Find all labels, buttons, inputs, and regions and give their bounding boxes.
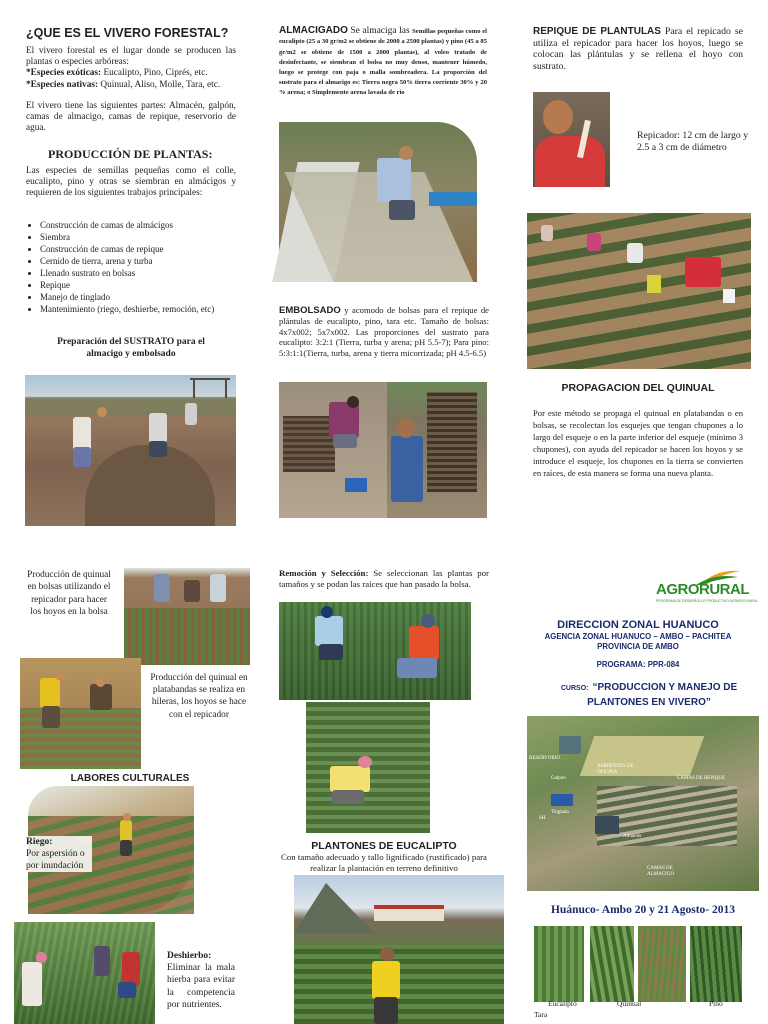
vivero-partes: El vivero tiene las siguientes partes: Almacén, galpón, camas de almacigo, camas de repique, reservorio de agua.: [26, 101, 236, 134]
trabajo-item: • Repique: [40, 279, 246, 291]
direccion-zonal: DIRECCION ZONAL HUANUCO: [557, 619, 719, 631]
trabajo-item: • Siembra: [40, 231, 246, 243]
deshierbo-text: Eliminar la mala hierba para evitar la competencia por nutrientes.: [167, 963, 235, 1010]
trabajo-item: • Construcción de camas de almácigos: [40, 219, 246, 231]
logo-text: AGRORURAL: [656, 581, 749, 598]
map-label-tinglado: Tinglado: [551, 810, 569, 815]
sustrato-title: Preparación del SUSTRATO para el almacigo y embolsado: [57, 337, 205, 359]
species-photo-eucalipto: [534, 926, 584, 1002]
logo-subtitle: PROGRAMA DE DESARROLLO PRODUCTIVO AGRARIO RURAL: [656, 599, 758, 603]
labores-title: LABORES CULTURALES: [70, 773, 190, 784]
map-label-camas-almacigo: CAMAS DE ALMACIGO: [647, 866, 674, 877]
deshierbo-label: Deshierbo:: [167, 951, 212, 961]
map-label-sh: SH: [539, 816, 546, 821]
vivero-aerial-photo: [527, 716, 759, 891]
embolsado-photo-left: [279, 382, 387, 518]
seleccion-photo: [306, 702, 430, 833]
curso-label: CURSO:: [560, 685, 589, 692]
agrorural-logo: [656, 567, 758, 607]
trabajo-item: • Cernido de tierra, arena y turba: [40, 255, 246, 267]
embolsado-text: y acomodo de bolsas para el repique de plántulas de eucalipto, pino, tara etc. Tamaño de bolsas: 4x7x002; 5x7x002. Las proporciones del sustrato para eucalipto: 3:2:1 (Tierra, turba y arena; pH 5.5-7); Para pino: 5:3:1:1(Tierra, turba, arena y tierra micorrizada; pH 4.5-6.5): [279, 305, 489, 358]
nativas-text: Quinual, Aliso, Molle, Tara, etc.: [98, 79, 221, 90]
deshierbo-block: [167, 950, 235, 1011]
map-label-camas-repique: CAMAS DE REPIQUE: [677, 776, 726, 781]
riego-text: Por aspersión o por inundación: [26, 849, 85, 871]
nativas-label: *Especies nativas:: [26, 79, 99, 90]
embolsado-photo-right: [387, 382, 487, 518]
embolsado-block: [279, 305, 489, 358]
almacigado-label: ALMACIGADO: [279, 25, 348, 36]
species-label-quinual: Quinual: [617, 999, 642, 1008]
map-label-oficina: AMBIENTES DE OFICINA: [597, 764, 634, 775]
species-label-eucalipto: Eucalipto: [548, 999, 577, 1008]
remocion-block: [279, 568, 489, 589]
repicador-photo: [533, 92, 610, 187]
sustrato-photo: [25, 375, 236, 526]
map-label-galpon: Galpón: [551, 776, 566, 781]
almacigado-block: [279, 26, 487, 98]
almacigado-photo: [279, 122, 477, 282]
repique-label: REPIQUE DE PLANTULAS: [533, 26, 661, 37]
quinual-text: Por este método se propaga el quinual en platabandas o en bolsas, se recolectan los esquejes que tengan chupones a lo largo del esqueje o en la parte inferior del esqueje (mínimo 3 chupones), con ayuda del repicador se hacen los hoyos y se introduce el esqueje, los chupones en la tierra se convierten en raíces, de esta manera se forma una nueva planta.: [533, 408, 743, 479]
almacigado-lead: Se almaciga las: [347, 26, 413, 36]
species-photo-quinual: [590, 926, 634, 1002]
exoticas-text: Eucalipto, Pino, Ciprés, etc.: [101, 68, 208, 79]
exoticas-label: *Especies exóticas:: [26, 68, 102, 79]
remocion-text: Se seleccionan las plantas por tamaños y se podan las raíces que han pasado la bolsa.: [279, 568, 489, 589]
vivero-title: ¿QUE ES EL VIVERO FORESTAL?: [26, 26, 229, 40]
species-label-tara: Tara: [534, 1010, 548, 1019]
vivero-definition: [26, 46, 236, 91]
programa: PROGRAMA: PPR-084: [596, 660, 680, 669]
trabajo-item: • Construcción de camas de repique: [40, 243, 246, 255]
deshierbo-photo: [14, 922, 155, 1024]
remocion-label: Remoción y Selección:: [279, 568, 369, 578]
map-label-reservorio: RESERVORIO: [529, 756, 560, 761]
trabajo-item: • Manejo de tinglado: [40, 291, 246, 303]
trabajo-item: • Mantenimiento (riego, deshierbe, remoción, etc): [40, 303, 246, 315]
plantones-photo: [294, 875, 504, 1024]
bolsas-photo: [124, 568, 250, 665]
curso-block: [536, 680, 762, 709]
repique-text: Para el repicado se utiliza el repicador para hacer los hoyos, luego se colocan las plántulas y se rellena el hoyo con sustrato.: [533, 26, 743, 72]
plantones-text: Con tamaño adecuado y tallo lignificado (rustificado) para realizar la plantación en terreno definitivo: [281, 852, 487, 873]
almacigado-text: Semillas pequeñas como el eucalipto (25 a 30 gr/m2 se obtiene de 2000 a 2500 plantas) y pino (45 a 85 gr/m2 se obtiene de 1500 a 2000 plantas), al voleo tratado de desinfectante, se siembran el bolsa no muy denso, mantener húmedo, luego se protege con paja o malla sombreadera. La proporción del sustrato para el almacigo es: Tierra negra 50% tierra corriente 30% y 20 % arena; o Simplemente arena lavada de río: [279, 28, 487, 97]
provincia: PROVINCIA DE AMBO: [597, 642, 679, 651]
caption-platabandas: Producción del quinual en platabandas se realiza en hileras, los hoyos se hace con el repicador: [150, 673, 248, 720]
produccion-title: PRODUCCIÓN DE PLANTAS:: [48, 147, 213, 161]
quinual-title: PROPAGACION DEL QUINUAL: [561, 382, 715, 394]
map-label-almacen: Almacén: [623, 834, 642, 839]
plantones-title: PLANTONES DE EUCALIPTO: [311, 840, 457, 852]
riego-label: Riego:: [26, 837, 53, 847]
embolsado-label: EMBOLSADO: [279, 305, 341, 316]
produccion-text: Las especies de semillas pequeñas como el colle, eucalipto, pino y otras se siembran en almácigos y requieren de los siguientes trabajos principales:: [26, 166, 236, 199]
agencia-zonal: AGENCIA ZONAL HUANUCO – AMBO – PACHITEA: [544, 632, 732, 641]
species-photo-tara: [638, 926, 686, 1002]
curso-title: “PRODUCCION Y MANEJO DE PLANTONES EN VIVERO”: [587, 682, 738, 708]
trabajo-item: • Llenado sustrato en bolsas: [40, 267, 246, 279]
riego-block: [26, 836, 92, 872]
platabandas-photo: [20, 658, 141, 769]
species-photo-pino: [690, 926, 742, 1002]
caption-bolsas: Producción de quinual en bolsas utilizando el repicador para hacer los hoyos en la bolsa: [27, 570, 111, 618]
species-label-pino: Pino: [709, 999, 723, 1008]
trabajos-list: [26, 219, 246, 315]
vivero-intro: El vivero forestal es el lugar donde se producen las plantas o especies arbóreas:: [26, 46, 236, 68]
remocion-photo: [279, 602, 471, 700]
repicador-caption: Repicador: 12 cm de largo y 2.5 a 3 cm de diámetro: [637, 130, 749, 154]
repique-block: [533, 26, 743, 72]
fecha: Huánuco- Ambo 20 y 21 Agosto- 2013: [550, 904, 736, 916]
repique-photo: [527, 213, 751, 369]
